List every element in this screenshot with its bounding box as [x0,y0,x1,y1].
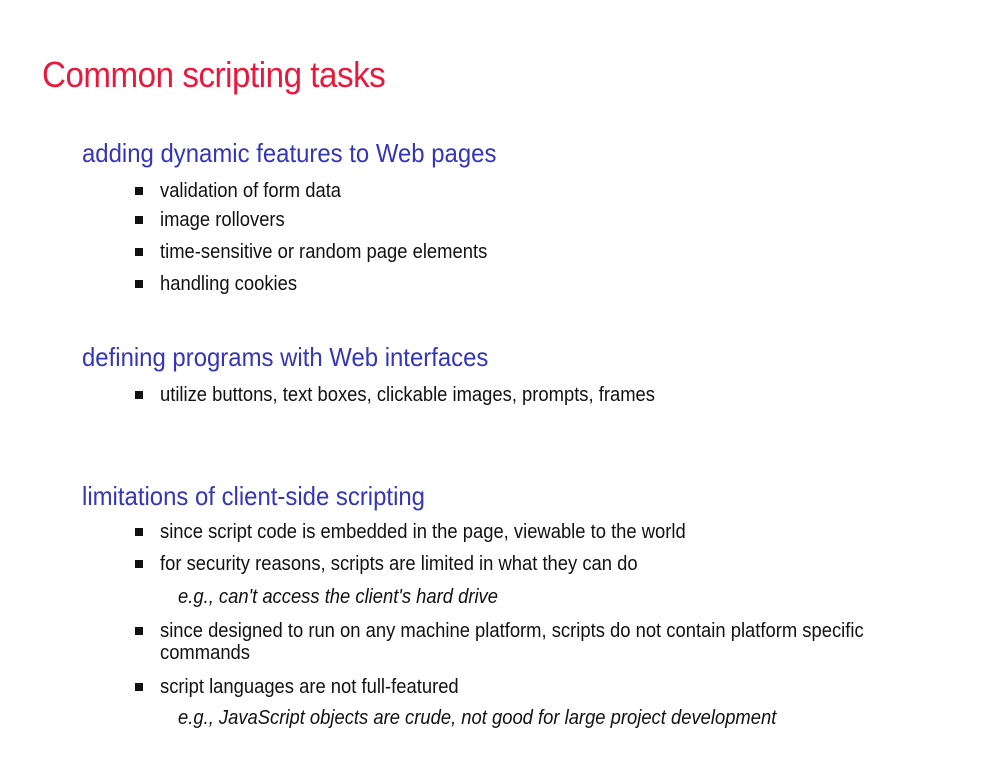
bullet-item [133,676,933,698]
slide-title: Common scripting tasks [42,54,386,95]
bullet-item [133,241,933,263]
bullet-text: utilize buttons, text boxes, clickable images, prompts, frames [160,384,655,406]
bullet-item [133,273,933,295]
bullet-text: script languages are not full-featured [160,676,459,698]
bullet-item [133,384,933,406]
bullet-item [133,620,933,664]
square-bullet-icon [135,248,143,256]
square-bullet-icon [135,187,143,195]
bullet-text: time-sensitive or random page elements [160,241,488,263]
square-bullet-icon [135,391,143,399]
square-bullet-icon [135,627,143,635]
bullet-item [133,180,933,202]
section-heading-limitations: limitations of client-side scripting [82,481,425,511]
section-heading-dynamic-features: adding dynamic features to Web pages [82,138,497,168]
square-bullet-icon [135,280,143,288]
square-bullet-icon [135,560,143,568]
bullet-item [133,553,933,575]
bullet-text: for security reasons, scripts are limited in what they can do [160,553,638,575]
bullet-text: image rollovers [160,209,285,231]
square-bullet-icon [135,528,143,536]
example-text: e.g., can't access the client's hard drive [178,586,498,608]
bullet-text: since designed to run on any machine platform, scripts do not contain platform specific commands [160,620,864,664]
example-text: e.g., JavaScript objects are crude, not good for large project development [178,707,777,729]
bullet-text: since script code is embedded in the page, viewable to the world [160,521,686,543]
bullet-text: validation of form data [160,180,342,202]
bullet-text: handling cookies [160,273,298,295]
bullet-item [133,209,933,231]
section-heading-web-interfaces: defining programs with Web interfaces [82,342,489,372]
square-bullet-icon [135,216,143,224]
square-bullet-icon [135,683,143,691]
bullet-item [133,521,933,543]
